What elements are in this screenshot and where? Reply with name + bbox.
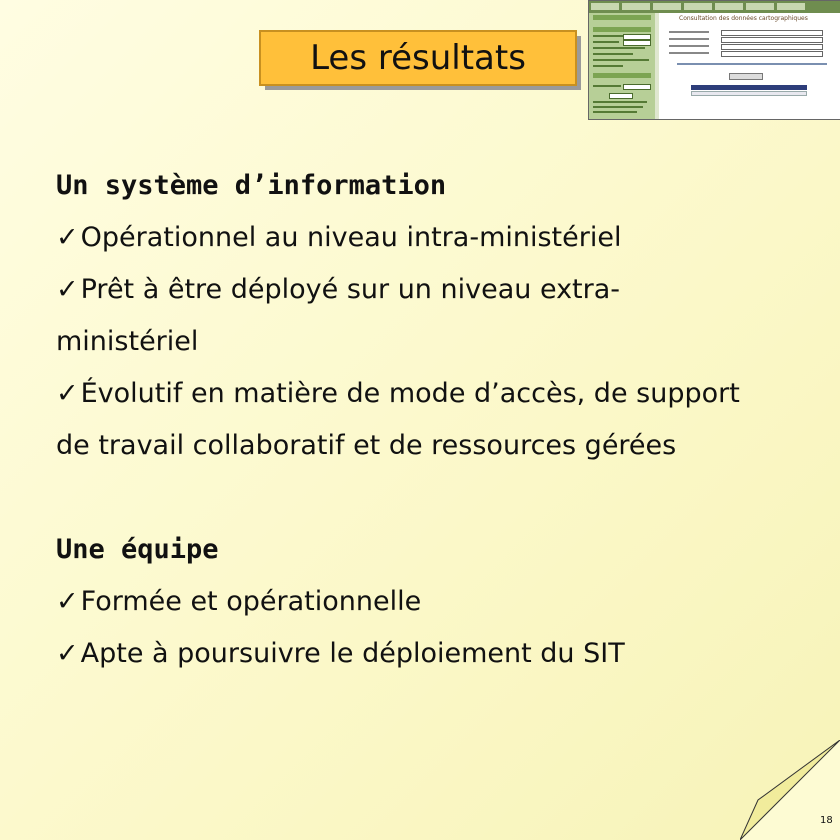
screenshot-sidebar [589,13,655,119]
bullet-text: Formée et opérationnelle [80,586,422,617]
slide-title: Les résultats [259,30,577,86]
bullet-item [56,628,816,680]
section-heading-system: Un système d’information [56,170,447,201]
screenshot-button [729,73,763,80]
bullet-item [56,576,816,628]
page-number: 18 [820,815,833,826]
screenshot-scrollbar [655,13,659,119]
bullet-item [56,212,816,264]
bullet-text: Évolutif en matière de mode d’accès, de support [80,378,740,409]
slide-content [56,160,816,680]
checkmark-icon: ✓ [56,378,79,409]
bullet-continuation: de travail collaboratif et de ressources gérées [56,430,677,461]
application-screenshot [588,0,840,120]
checkmark-icon: ✓ [56,222,79,253]
bullet-item [56,264,816,316]
bullet-text: Prêt à être déployé sur un niveau extra- [80,274,621,305]
bullet-continuation: ministériel [56,326,199,357]
screenshot-table-row [691,91,807,96]
screenshot-title: Consultation des données cartographiques [679,15,808,22]
bullet-text: Opérationnel au niveau intra-ministériel [80,222,622,253]
bullet-text: Apte à poursuivre le déploiement du SIT [80,638,625,669]
checkmark-icon: ✓ [56,274,79,305]
screenshot-top-bar [589,1,840,13]
screenshot-table-header [691,85,807,90]
section-heading-team: Une équipe [56,534,219,565]
bullet-item [56,368,816,420]
checkmark-icon: ✓ [56,638,79,669]
checkmark-icon: ✓ [56,586,79,617]
